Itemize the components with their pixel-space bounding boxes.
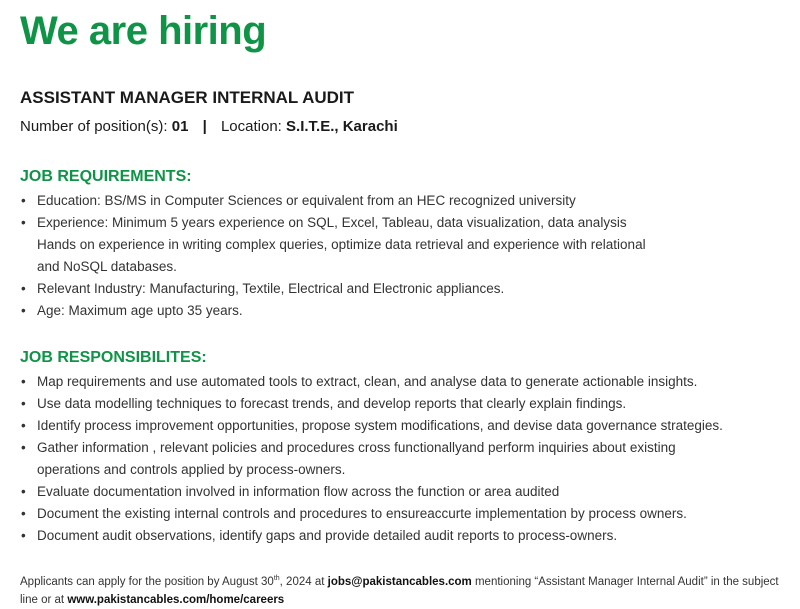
requirement-item <box>20 212 795 278</box>
footer-date-suffix: th <box>273 575 280 582</box>
bullet-icon: • <box>21 396 26 411</box>
requirement-item-text: Relevant Industry: Manufacturing, Textile, Electrical and Electronic appliances. <box>37 281 505 296</box>
location-value: S.I.T.E., Karachi <box>286 118 398 135</box>
application-instructions <box>20 570 790 609</box>
bullet-icon: • <box>21 418 26 433</box>
requirement-item-text: and NoSQL databases. <box>37 259 177 274</box>
responsibility-item-text: operations and controls applied by process-owners. <box>37 462 346 477</box>
requirement-item <box>20 190 795 212</box>
bullet-icon: • <box>21 193 26 208</box>
responsibilities-heading: JOB RESPONSIBILITES: <box>20 349 207 366</box>
positions-label: Number of position(s): <box>20 118 168 135</box>
bullet-icon: • <box>21 440 26 455</box>
bullet-icon: • <box>21 281 26 296</box>
bullet-icon: • <box>21 374 26 389</box>
email-link[interactable]: jobs@pakistancables.com <box>327 575 472 588</box>
bullet-icon: • <box>21 484 26 499</box>
responsibility-item <box>20 525 795 547</box>
bullet-icon: • <box>21 215 26 230</box>
location-label: Location: <box>220 118 282 135</box>
responsibility-item-text: Use data modelling techniques to forecast trends, and develop reports that clearly explain findings. <box>37 396 627 411</box>
requirement-item-text: Education: BS/MS in Computer Sciences or equivalent from an HEC recognized university <box>37 193 576 208</box>
responsibility-item <box>20 415 795 437</box>
requirement-item-text: Age: Maximum age upto 35 years. <box>37 303 243 318</box>
bullet-icon: • <box>21 506 26 521</box>
requirements-heading: JOB REQUIREMENTS: <box>20 168 192 185</box>
careers-link[interactable]: www.pakistancables.com/home/careers <box>67 593 285 606</box>
requirement-item <box>20 278 795 300</box>
requirements-list <box>20 190 795 322</box>
responsibility-item <box>20 437 795 481</box>
responsibility-item-text: Document the existing internal controls and procedures to ensureaccurte implementation by process owners. <box>37 506 687 521</box>
responsibility-item <box>20 393 795 415</box>
footer-text-2: , 2024 at <box>279 575 328 588</box>
responsibility-item-text: Gather information , relevant policies and procedures cross functionallyand perform inquiries about existing <box>37 440 676 455</box>
responsibility-item-text: Document audit observations, identify gaps and provide detailed audit reports to process-owners. <box>37 528 618 543</box>
requirement-item-text: Hands on experience in writing complex queries, optimize data retrieval and experience with relational <box>37 237 646 252</box>
hiring-headline: We are hiring <box>20 9 267 53</box>
meta-separator: | <box>202 118 207 135</box>
bullet-icon: • <box>21 303 26 318</box>
positions-value: 01 <box>171 118 189 135</box>
requirement-item-text: Experience: Minimum 5 years experience on SQL, Excel, Tableau, data visualization, data analysis <box>37 215 627 230</box>
responsibilities-list <box>20 371 795 547</box>
responsibility-item-text: Map requirements and use automated tools to extract, clean, and analyse data to generate actionable insights. <box>37 374 698 389</box>
responsibility-item <box>20 371 795 393</box>
responsibility-item-text: Evaluate documentation involved in information flow across the function or area audited <box>37 484 560 499</box>
footer-text-3: mentioning “Assistant Manager Internal Audit” in the subject line or at <box>20 575 779 606</box>
job-meta <box>20 118 398 135</box>
responsibility-item-text: Identify process improvement opportunities, propose system modifications, and devise data governance strategies. <box>37 418 723 433</box>
footer-text-1: Applicants can apply for the position by August 30 <box>20 575 274 588</box>
bullet-icon: • <box>21 528 26 543</box>
requirement-item <box>20 300 795 322</box>
responsibility-item <box>20 481 795 503</box>
responsibility-item <box>20 503 795 525</box>
job-title: ASSISTANT MANAGER INTERNAL AUDIT <box>20 88 355 107</box>
